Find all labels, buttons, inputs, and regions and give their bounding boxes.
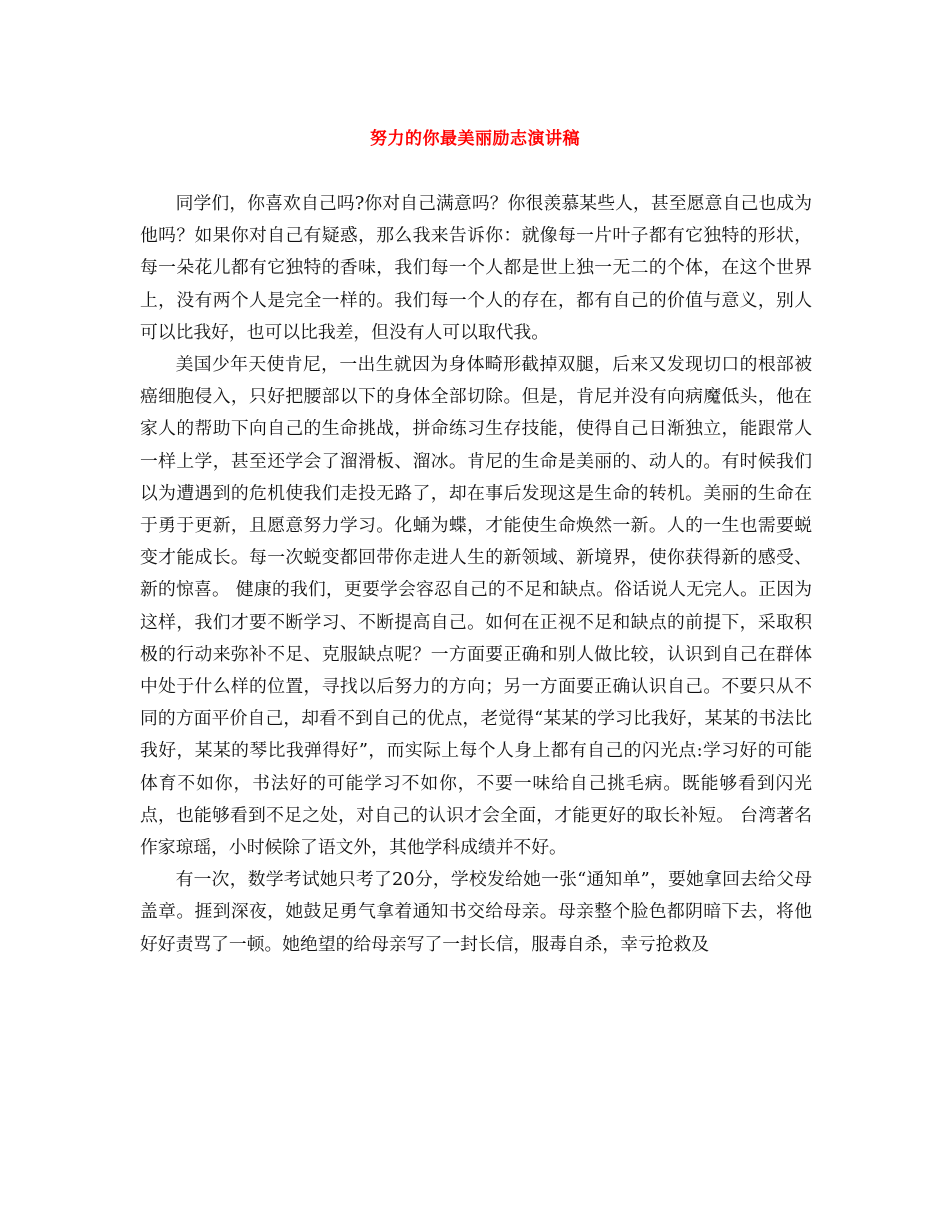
paragraph-2: 美国少年天使肯尼，一出生就因为身体畸形截掉双腿，后来又发现切口的根部被癌细胞侵入，只好把腰部以下的身体全部切除。但是，肯尼并没有向病魔低头，他在家人的帮助下向自己的生命挑战，拼命练习生存技能，使得自己日渐独立，能跟常人一样上学，甚至还学会了溜滑板、溜冰。肯尼的生命是美丽的、动人的。有时候我们以为遭遇到的危机使我们走投无路了，却在事后发现这是生命的转机。美丽的生命在于勇于更新，且愿意努力学习。化蛹为蝶，才能使生命焕然一新。人的一生也需要蜕变才能成长。每一次蜕变都回带你走进人生的新领域、新境界，使你获得新的感受、新的惊喜。 健康的我们，更要学会容忍自己的不足和缺点。俗话说人无完人。正因为这样，我们才要不断学习、不断提高自己。如何在正视不足和缺点的前提下，采取积极的行动来弥补不足、克服缺点呢？一方面要正确和别人做比较，认识到自己在群体中处于什么样的位置，寻找以后努力的方向；另一方面要正确认识自己。不要只从不同的方面平价自己，却看不到自己的优点，老觉得“某某的学习比我好，某某的书法比我好，某某的琴比我弹得好”，而实际上每个人身上都有自己的闪光点:学习好的可能体育不如你，书法好的可能学习不如你，不要一味给自己挑毛病。既能够看到闪光点，也能够看到不足之处，对自己的认识才会全面，才能更好的取长补短。 台湾著名作家琼瑶，小时候除了语文外，其他学科成绩并不好。 [140,354,812,859]
paragraph-3: 有一次，数学考试她只考了20分，学校发给她一张“通知单”，要她拿回去给父母盖章。捱到深夜，她鼓足勇气拿着通知书交给母亲。母亲整个脸色都阴暗下去，将他好好责骂了一顿。她绝望的给母亲写了一封长信，服毒自杀，幸亏抢救及 [140,869,812,955]
paragraph-1: 同学们，你喜欢自己吗?你对自己满意吗？你很羡慕某些人，甚至愿意自己也成为他吗？如果你对自己有疑惑，那么我来告诉你：就像每一片叶子都有它独特的形状，每一朵花儿都有它独特的香味，我们每一个人都是世上独一无二的个体，在这个世界上，没有两个人是完全一样的。我们每一个人的存在，都有自己的价值与意义，别人可以比我好，也可以比我差，但没有人可以取代我。 [140,193,812,343]
document-body [140,188,812,961]
document-title: 努力的你最美丽励志演讲稿 [370,129,580,149]
